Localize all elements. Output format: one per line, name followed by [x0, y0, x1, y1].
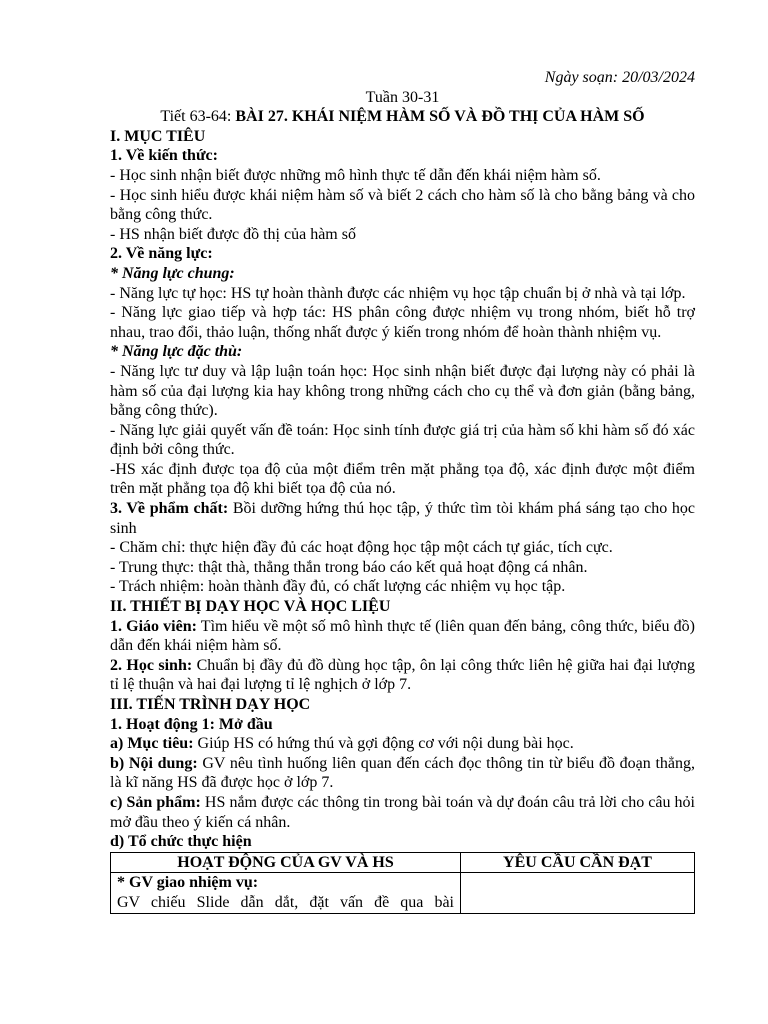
content-paragraph: [110, 754, 695, 793]
student-text: Chuẩn bị đầy đủ đồ dùng học tập, ôn lại công thức liên hệ giữa hai đại lượng tỉ lệ thuận và hai đại lượng tỉ lệ nghịch ở lớp 7.: [110, 656, 696, 694]
quality-paragraph: [110, 499, 695, 538]
table-header-activities: HOẠT ĐỘNG CỦA GV VÀ HS: [111, 852, 461, 873]
content-label: b) Nội dung:: [110, 754, 198, 772]
organization-heading: d) Tổ chức thực hiện: [110, 833, 252, 851]
date-line: Ngày soạn: 20/03/2024: [544, 69, 695, 86]
specific-ability-item: - Năng lực tư duy và lập luận toán học: Học sinh nhận biết được đại lượng này có phải là hàm số của đại lượng kia hay không trong những cách cho cụ thể và đơn giản (bằng bảng, bằng công thức).: [110, 362, 695, 420]
knowledge-item: - Học sinh nhận biết được những mô hình thực tế dẫn đến khái niệm hàm số.: [110, 166, 601, 184]
task-text: GV chiếu Slide dẫn dắt, đặt vấn đề qua bài: [117, 893, 454, 911]
objective-label: a) Mục tiêu:: [110, 735, 194, 753]
section-heading-equipment: II. THIẾT BỊ DẠY HỌC VÀ HỌC LIỆU: [110, 598, 391, 616]
specific-ability-item: -HS xác định được tọa độ của một điểm trên mặt phẳng tọa độ, xác định được một điểm trên mặt phẳng tọa độ khi biết tọa độ của nó.: [110, 460, 695, 498]
objective-paragraph: [110, 734, 695, 754]
product-text: HS nắm được các thông tin trong bài toán và dự đoán câu trả lời cho câu hỏi mở đầu theo ý kiến cá nhân.: [110, 793, 696, 831]
quality-heading: 3. Về phẩm chất:: [110, 500, 229, 518]
general-ability-item: - Năng lực giao tiếp và hợp tác: HS phân công được nhiệm vụ trong nhóm, biết hỗ trợ nhau, trao đổi, thảo luận, thống nhất được ý kiến trong nhóm để hoàn thành nhiệm vụ.: [110, 304, 695, 341]
week-line: Tuần 30-31: [365, 88, 440, 106]
teacher-text: Tìm hiểu về một số mô hình thực tế (liên quan đến bảng, công thức, biểu đồ) dẫn đến khái niệm hàm số.: [110, 617, 695, 655]
table-cell-activity: [111, 873, 461, 913]
document-page: [110, 68, 695, 914]
table-cell-requirement: [461, 873, 695, 913]
student-label: 2. Học sinh:: [110, 656, 193, 674]
section-heading-process: III. TIẾN TRÌNH DẠY HỌC: [110, 696, 311, 713]
content-text: GV nêu tình huống liên quan đến cách đọc thông tin từ biểu đồ đoạn thẳng, là kĩ năng HS đã được học ở lớp 7.: [110, 754, 696, 792]
product-paragraph: [110, 793, 695, 832]
quality-item: - Trách nhiệm: hoàn thành đầy đủ, có chất lượng các nhiệm vụ học tập.: [110, 578, 566, 596]
teacher-paragraph: [110, 617, 695, 656]
lesson-prefix: Tiết 63-64:: [160, 108, 236, 126]
objective-text: Giúp HS có hứng thú và gợi động cơ với nội dung bài học.: [193, 735, 574, 753]
general-ability-item: - Năng lực tự học: HS tự hoàn thành được các nhiệm vụ học tập chuẩn bị ở nhà và tại lớp.: [110, 284, 686, 302]
product-label: c) Sản phẩm:: [110, 793, 201, 811]
student-paragraph: [110, 656, 695, 695]
general-ability-heading: * Năng lực chung:: [110, 264, 235, 282]
lesson-title: BÀI 27. KHÁI NIỆM HÀM SỐ VÀ ĐỒ THỊ CỦA HÀM SỐ: [235, 108, 645, 126]
knowledge-item: - HS nhận biết được đồ thị của hàm số: [110, 225, 356, 243]
task-heading: * GV giao nhiệm vụ:: [117, 874, 259, 892]
activity-table: [110, 852, 695, 914]
section-heading-objectives: I. MỤC TIÊU: [110, 127, 206, 145]
specific-ability-item: - Năng lực giải quyết vấn đề toán: Học sinh tính được giá trị của hàm số khi hàm số đó xác định bởi công thức.: [110, 421, 695, 459]
table-header-row: [111, 852, 695, 873]
table-header-requirements: YÊU CẦU CẦN ĐẠT: [461, 852, 695, 873]
knowledge-item: - Học sinh hiểu được khái niệm hàm số và biết 2 cách cho hàm số là cho bằng bảng và cho bằng công thức.: [110, 186, 695, 224]
activity-heading: 1. Hoạt động 1: Mở đầu: [110, 715, 273, 733]
quality-item: - Trung thực: thật thà, thẳng thắn trong báo cáo kết quả hoạt động cá nhân.: [110, 558, 588, 576]
ability-heading: 2. Về năng lực:: [110, 245, 213, 263]
knowledge-heading: 1. Về kiến thức:: [110, 147, 218, 165]
specific-ability-heading: * Năng lực đặc thù:: [110, 343, 243, 361]
quality-text: Bồi dưỡng hứng thú học tập, ý thức tìm tòi khám phá sáng tạo cho học sinh: [110, 500, 696, 537]
table-row: [111, 873, 695, 913]
lesson-title-line: [110, 107, 695, 127]
teacher-label: 1. Giáo viên:: [110, 617, 197, 635]
quality-item: - Chăm chỉ: thực hiện đầy đủ các hoạt động học tập một cách tự giác, tích cực.: [110, 539, 613, 557]
